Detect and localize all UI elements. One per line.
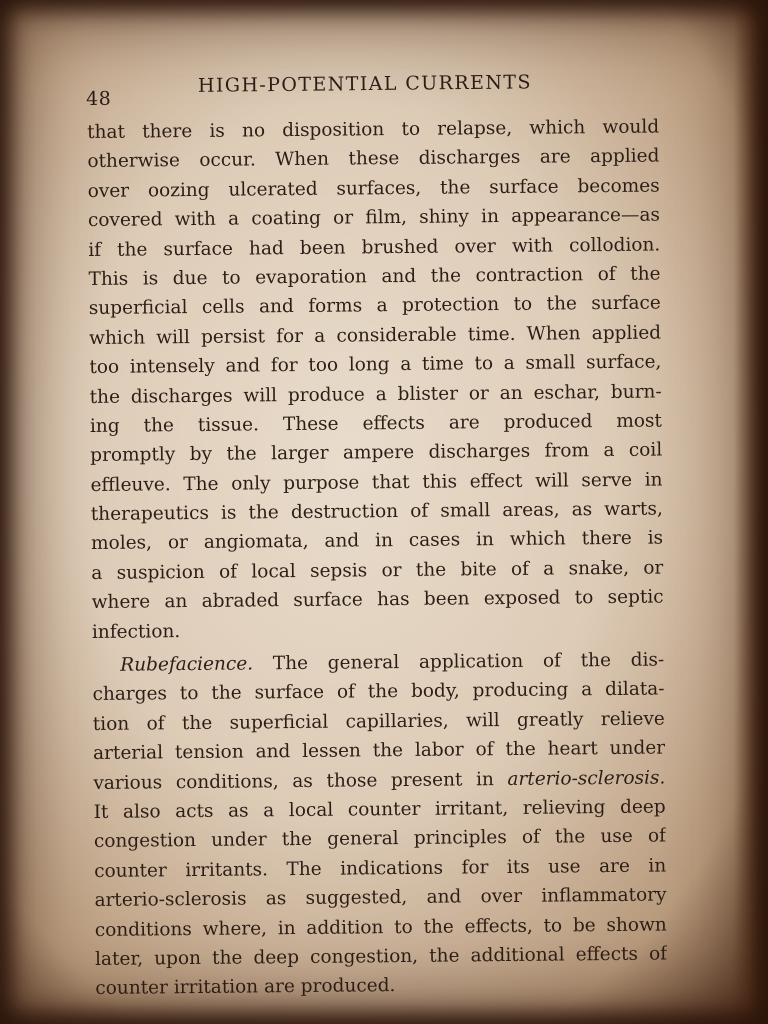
paragraph-1 (87, 113, 664, 647)
text-line: a suspicion of local sepsis or the bite of a snake, or (91, 557, 664, 584)
text-line: arterio-sclerosis as suggested, and over inflammatory (94, 884, 667, 912)
running-head: HIGH-POTENTIAL CURRENTS (197, 71, 532, 97)
text-line: otherwise occur. When these discharges are applied (87, 145, 660, 173)
text-line: therapeutics is the destruction of small areas, as warts, (90, 498, 663, 526)
body-text (87, 113, 667, 1004)
text-line: where an abraded surface has been exposed to septic (91, 586, 664, 614)
text-line: effleuve. The only purpose that this effect will serve in (90, 469, 663, 496)
text-line: superficial cells and forms a protection to the surface (88, 292, 661, 320)
text-line: that there is no disposition to relapse, which would (87, 116, 660, 143)
text-line: counter irritation are produced. (95, 975, 396, 1000)
text-line: arterial tension and lessen the labor of the heart under (93, 737, 666, 765)
text-line: if the surface had been brushed over with collodion. (88, 234, 661, 261)
text-span: various conditions, as those present in (93, 768, 508, 794)
text-line: conditions where, in addition to the effects, to be shown (94, 914, 667, 941)
text-line: promptly by the larger ampere discharges from a coil (90, 439, 663, 467)
text-line: covered with a coating or film, shiny in appearance—as (87, 204, 661, 232)
text-line: later, upon the deep congestion, the additional effects of (94, 943, 668, 970)
text-line: the discharges will produce a blister or an eschar, burn- (89, 381, 662, 408)
text-line: moles, or angiomata, and in cases in which there is (90, 527, 664, 555)
text-line: tion of the superficial capillaries, will greatly relieve (92, 708, 665, 735)
page-number: 48 (85, 87, 112, 110)
paragraph-2 (92, 646, 667, 1004)
text-span: The general application of the dis- (252, 649, 665, 675)
text-line: congestion under the general principles of the use of (93, 825, 667, 853)
text-line: This is due to evaporation and the contraction of the (88, 263, 661, 290)
text-line: infection. (91, 620, 181, 643)
text-line: counter irritants. The indications for its use are in (94, 855, 667, 882)
italic-term: arterio-sclerosis. (507, 767, 666, 790)
section-heading: Rubefacience. (120, 653, 254, 676)
text-line: which will persist for a considerable time. When applied (89, 322, 662, 349)
page-header (86, 68, 661, 108)
text-line: over oozing ulcerated surfaces, the surface becomes (87, 175, 660, 202)
text-line: too intensely and for too long a time to a small surface, (89, 351, 662, 379)
text-line: ing the tissue. These effects are produced most (89, 410, 663, 437)
text-line: It also acts as a local counter irritant, relieving deep (93, 796, 666, 823)
text-line: charges to the surface of the body, producing a dilata- (92, 678, 665, 706)
